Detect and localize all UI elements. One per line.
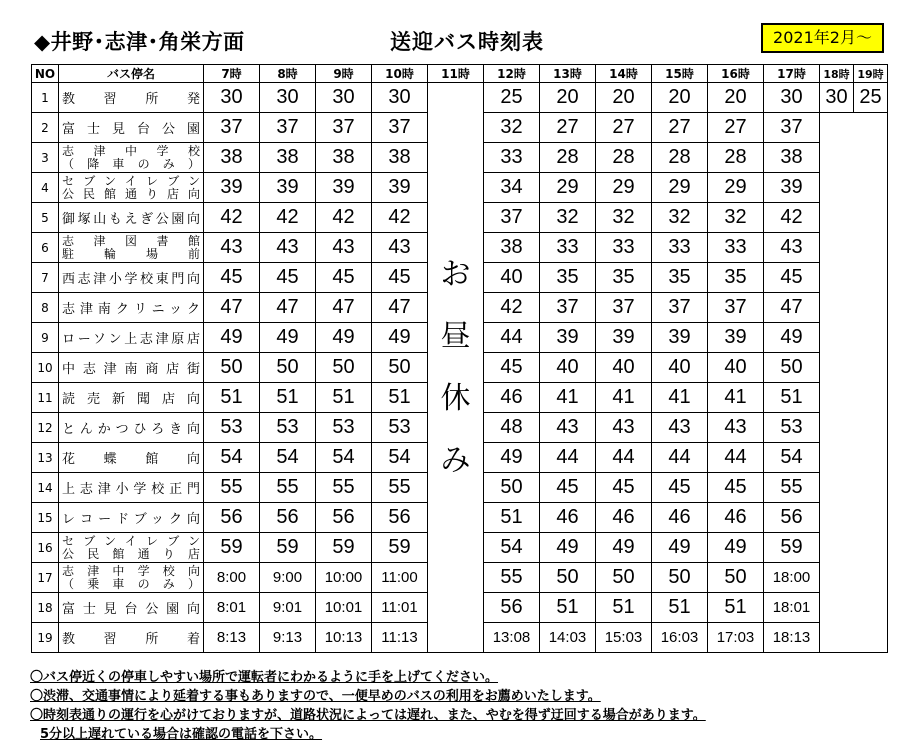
- stop-name: [59, 263, 204, 293]
- departure-time: 39: [540, 323, 596, 353]
- stop-name: [59, 323, 204, 353]
- departure-time: 27: [540, 113, 596, 143]
- departure-time: 39: [260, 173, 316, 203]
- departure-time: 50: [372, 353, 428, 383]
- table-row: [32, 83, 888, 113]
- stop-name: [59, 563, 204, 593]
- departure-time: 47: [316, 293, 372, 323]
- stop-name-line: とんかつひろき向: [62, 422, 200, 437]
- departure-time: 45: [652, 473, 708, 503]
- departure-time: 32: [596, 203, 652, 233]
- departure-time: 41: [596, 383, 652, 413]
- departure-time: 43: [540, 413, 596, 443]
- departure-time: 54: [204, 443, 260, 473]
- departure-time: 33: [708, 233, 764, 263]
- departure-time: 32: [708, 203, 764, 233]
- departure-time: 51: [484, 503, 540, 533]
- departure-time: 8:13: [204, 623, 260, 653]
- departure-time: 59: [372, 533, 428, 563]
- date-badge: 2021年2月～: [761, 23, 884, 53]
- departure-time: 33: [596, 233, 652, 263]
- stop-name: [59, 173, 204, 203]
- note-line: 〇渋滞、交通事情により延着する事もありますので、一便早めのバスの利用をお薦めいたします。: [30, 689, 601, 704]
- departure-time: 14:03: [540, 623, 596, 653]
- stop-name: [59, 533, 204, 563]
- departure-time: 46: [596, 503, 652, 533]
- departure-time: 39: [204, 173, 260, 203]
- departure-time: 41: [708, 383, 764, 413]
- departure-time: 44: [652, 443, 708, 473]
- departure-time: 46: [484, 383, 540, 413]
- departure-time: 38: [204, 143, 260, 173]
- departure-time: 44: [596, 443, 652, 473]
- header-hour: 11時: [428, 65, 484, 83]
- departure-time: 45: [484, 353, 540, 383]
- departure-time: 49: [540, 533, 596, 563]
- departure-time: 43: [260, 233, 316, 263]
- departure-time: 45: [708, 473, 764, 503]
- departure-time: 28: [652, 143, 708, 173]
- departure-time: 59: [204, 533, 260, 563]
- stop-name-line: 御塚山もえぎ公園向: [62, 212, 200, 227]
- departure-time: 41: [652, 383, 708, 413]
- departure-time: 40: [652, 353, 708, 383]
- stop-name-line: ローソン上志津原店: [62, 332, 200, 347]
- departure-time: 59: [316, 533, 372, 563]
- departure-time: 54: [764, 443, 820, 473]
- departure-time: 20: [540, 83, 596, 113]
- stop-name: [59, 413, 204, 443]
- stop-number: 18: [32, 593, 59, 623]
- stop-name-line: 駐輪場前: [62, 246, 200, 261]
- stop-number: 15: [32, 503, 59, 533]
- departure-time: 50: [204, 353, 260, 383]
- stop-number: 16: [32, 533, 59, 563]
- departure-time: 37: [484, 203, 540, 233]
- departure-time: 45: [204, 263, 260, 293]
- departure-time: 28: [708, 143, 764, 173]
- departure-time: 15:03: [596, 623, 652, 653]
- departure-time: 45: [596, 473, 652, 503]
- departure-time: 18:01: [764, 593, 820, 623]
- departure-time: 10:13: [316, 623, 372, 653]
- departure-time: 42: [260, 203, 316, 233]
- note-line: 5分以上遅れている場合は確認の電話を下さい。: [40, 727, 323, 742]
- departure-time: 29: [540, 173, 596, 203]
- stop-number: 3: [32, 143, 59, 173]
- departure-time: 32: [484, 113, 540, 143]
- departure-time: 37: [372, 113, 428, 143]
- departure-time: 44: [540, 443, 596, 473]
- departure-time: 54: [260, 443, 316, 473]
- departure-time: 46: [708, 503, 764, 533]
- departure-time: 37: [652, 293, 708, 323]
- departure-time: 45: [540, 473, 596, 503]
- departure-time: 59: [260, 533, 316, 563]
- departure-time: 41: [540, 383, 596, 413]
- departure-time: 35: [708, 263, 764, 293]
- departure-time: 28: [540, 143, 596, 173]
- departure-time: 49: [204, 323, 260, 353]
- departure-time: 11:01: [372, 593, 428, 623]
- stop-name-line: 上志津小学校正門: [62, 482, 200, 497]
- departure-time: 9:13: [260, 623, 316, 653]
- departure-time: 45: [372, 263, 428, 293]
- departure-time: 11:00: [372, 563, 428, 593]
- departure-time: 51: [540, 593, 596, 623]
- departure-time: 42: [484, 293, 540, 323]
- departure-time: 42: [316, 203, 372, 233]
- header-hour: 16時: [708, 65, 764, 83]
- stop-name-line: 志津図書館: [62, 233, 200, 248]
- departure-time: 13:08: [484, 623, 540, 653]
- header-no: NO: [32, 65, 59, 83]
- departure-time: 40: [596, 353, 652, 383]
- departure-time: 16:03: [652, 623, 708, 653]
- departure-time: 30: [820, 83, 854, 113]
- header-hour: 8時: [260, 65, 316, 83]
- departure-time: 45: [764, 263, 820, 293]
- departure-time: 35: [652, 263, 708, 293]
- departure-time: 51: [316, 383, 372, 413]
- departure-time: 54: [484, 533, 540, 563]
- departure-time: 8:01: [204, 593, 260, 623]
- stop-name-line: （乗車のみ）: [62, 576, 200, 591]
- stop-name: [59, 473, 204, 503]
- departure-time: 47: [764, 293, 820, 323]
- lunch-char: み: [440, 442, 471, 478]
- departure-time: 40: [708, 353, 764, 383]
- departure-time: 30: [204, 83, 260, 113]
- departure-time: 50: [316, 353, 372, 383]
- stop-number: 7: [32, 263, 59, 293]
- departure-time: 55: [764, 473, 820, 503]
- departure-time: 53: [372, 413, 428, 443]
- stop-name-line: 志津中学校: [62, 143, 200, 158]
- departure-time: 33: [484, 143, 540, 173]
- stop-number: 2: [32, 113, 59, 143]
- departure-time: 55: [316, 473, 372, 503]
- departure-time: 55: [484, 563, 540, 593]
- departure-time: 49: [372, 323, 428, 353]
- departure-time: 20: [596, 83, 652, 113]
- departure-time: 37: [316, 113, 372, 143]
- stop-number: 4: [32, 173, 59, 203]
- departure-time: 11:13: [372, 623, 428, 653]
- departure-time: 43: [708, 413, 764, 443]
- departure-time: 30: [260, 83, 316, 113]
- stop-number: 11: [32, 383, 59, 413]
- stop-name: [59, 353, 204, 383]
- departure-time: 49: [708, 533, 764, 563]
- departure-time: 39: [372, 173, 428, 203]
- stop-number: 14: [32, 473, 59, 503]
- departure-time: 38: [764, 143, 820, 173]
- departure-time: 39: [764, 173, 820, 203]
- departure-time: 56: [484, 593, 540, 623]
- departure-time: 43: [764, 233, 820, 263]
- departure-time: 51: [596, 593, 652, 623]
- header-row: [32, 65, 888, 83]
- departure-time: 56: [764, 503, 820, 533]
- note-line: 〇時刻表通りの運行を心がけておりますが、道路状況によっては遅れ、また、やむを得ず迂回する場合があります。: [30, 708, 706, 723]
- departure-time: 8:00: [204, 563, 260, 593]
- departure-time: 17:03: [708, 623, 764, 653]
- departure-time: 49: [316, 323, 372, 353]
- header-hour: 7時: [204, 65, 260, 83]
- departure-time: 51: [204, 383, 260, 413]
- departure-time: 35: [596, 263, 652, 293]
- departure-time: 48: [484, 413, 540, 443]
- header-hour: 13時: [540, 65, 596, 83]
- departure-time: 27: [652, 113, 708, 143]
- departure-time: 44: [484, 323, 540, 353]
- departure-time: 20: [708, 83, 764, 113]
- departure-time: 43: [652, 413, 708, 443]
- departure-time: 25: [484, 83, 540, 113]
- departure-time: 37: [708, 293, 764, 323]
- stop-name-line: 読売新聞店向: [62, 392, 200, 407]
- departure-time: 55: [372, 473, 428, 503]
- stop-name-line: 教習所着: [62, 632, 200, 647]
- lunch-break: [428, 83, 484, 653]
- departure-time: 37: [260, 113, 316, 143]
- departure-time: 53: [260, 413, 316, 443]
- departure-time: 53: [316, 413, 372, 443]
- notes: [30, 668, 706, 744]
- departure-time: 27: [596, 113, 652, 143]
- stop-number: 17: [32, 563, 59, 593]
- header-hour: 17時: [764, 65, 820, 83]
- departure-time: 32: [652, 203, 708, 233]
- header-hour: 10時: [372, 65, 428, 83]
- departure-time: 9:01: [260, 593, 316, 623]
- departure-time: 56: [316, 503, 372, 533]
- departure-time: 51: [260, 383, 316, 413]
- departure-time: 39: [708, 323, 764, 353]
- departure-time: 10:00: [316, 563, 372, 593]
- stop-name-line: 公民館通り店向: [62, 186, 200, 201]
- timetable: [31, 64, 888, 653]
- departure-time: 35: [540, 263, 596, 293]
- departure-time: 45: [316, 263, 372, 293]
- departure-time: 43: [596, 413, 652, 443]
- departure-time: 53: [764, 413, 820, 443]
- departure-time: 51: [652, 593, 708, 623]
- stop-name-line: 志津中学校向: [62, 563, 200, 578]
- stop-number: 13: [32, 443, 59, 473]
- departure-time: 49: [652, 533, 708, 563]
- departure-time: 30: [372, 83, 428, 113]
- departure-time: 50: [764, 353, 820, 383]
- stop-name-line: 教習所発: [62, 92, 200, 107]
- stop-number: 19: [32, 623, 59, 653]
- departure-time: 50: [484, 473, 540, 503]
- header-hour: 15時: [652, 65, 708, 83]
- departure-time: 46: [540, 503, 596, 533]
- departure-time: 49: [484, 443, 540, 473]
- departure-time: 49: [596, 533, 652, 563]
- departure-time: 53: [204, 413, 260, 443]
- departure-time: 47: [372, 293, 428, 323]
- lunch-char: 休: [440, 380, 471, 416]
- departure-time: 50: [596, 563, 652, 593]
- page-title: 送迎バス時刻表: [390, 30, 544, 54]
- departure-time: 34: [484, 173, 540, 203]
- departure-time: 50: [260, 353, 316, 383]
- departure-time: 50: [540, 563, 596, 593]
- departure-time: 10:01: [316, 593, 372, 623]
- stop-name: [59, 383, 204, 413]
- departure-time: 56: [204, 503, 260, 533]
- departure-time: 37: [764, 113, 820, 143]
- stop-number: 1: [32, 83, 59, 113]
- lunch-char: お: [440, 256, 471, 292]
- stop-name: [59, 143, 204, 173]
- header-hour: 19時: [854, 65, 888, 83]
- departure-time: 37: [596, 293, 652, 323]
- stop-name-line: レコードブック向: [62, 512, 200, 527]
- lunch-char: 昼: [440, 318, 471, 354]
- departure-time: 9:00: [260, 563, 316, 593]
- departure-time: 40: [484, 263, 540, 293]
- stop-name-line: 西志津小学校東門向: [62, 272, 200, 287]
- departure-time: 18:13: [764, 623, 820, 653]
- departure-time: 43: [316, 233, 372, 263]
- stop-name: [59, 203, 204, 233]
- header-hour: 14時: [596, 65, 652, 83]
- header-stop: バス停名: [59, 65, 204, 83]
- departure-time: 38: [260, 143, 316, 173]
- departure-time: 50: [708, 563, 764, 593]
- header-hour: 18時: [820, 65, 854, 83]
- departure-time: 47: [260, 293, 316, 323]
- departure-time: 28: [596, 143, 652, 173]
- departure-time: 54: [372, 443, 428, 473]
- stop-name-line: セブンイレブン: [62, 533, 200, 548]
- departure-time: 44: [708, 443, 764, 473]
- stop-name: [59, 443, 204, 473]
- stop-name-line: （降車のみ）: [62, 156, 200, 171]
- departure-time: 39: [316, 173, 372, 203]
- departure-time: 45: [260, 263, 316, 293]
- departure-time: 33: [652, 233, 708, 263]
- route-heading: ◆井野･志津･角栄方面: [34, 30, 245, 54]
- header-hour: 9時: [316, 65, 372, 83]
- departure-time: 32: [540, 203, 596, 233]
- departure-time: 51: [708, 593, 764, 623]
- stop-name: [59, 503, 204, 533]
- stop-name-line: 志津南クリニック: [62, 302, 200, 317]
- departure-time: 30: [764, 83, 820, 113]
- departure-time: 33: [540, 233, 596, 263]
- departure-time: 29: [708, 173, 764, 203]
- stop-name: [59, 233, 204, 263]
- departure-time: 50: [652, 563, 708, 593]
- departure-time: 56: [372, 503, 428, 533]
- stop-name-line: 富士見台公園: [62, 122, 200, 137]
- departure-time: 37: [204, 113, 260, 143]
- departure-time: 43: [372, 233, 428, 263]
- departure-time: 49: [260, 323, 316, 353]
- departure-time: 39: [652, 323, 708, 353]
- departure-time: 39: [596, 323, 652, 353]
- stop-name-line: 公民館通り店: [62, 546, 200, 561]
- stop-name: [59, 623, 204, 653]
- departure-time: 56: [260, 503, 316, 533]
- stop-name: [59, 293, 204, 323]
- departure-time: 59: [764, 533, 820, 563]
- stop-number: 10: [32, 353, 59, 383]
- departure-time: 27: [708, 113, 764, 143]
- stop-name: [59, 593, 204, 623]
- departure-time: 37: [540, 293, 596, 323]
- departure-time: 25: [854, 83, 888, 113]
- departure-time: 49: [764, 323, 820, 353]
- departure-time: 42: [764, 203, 820, 233]
- departure-time: 38: [316, 143, 372, 173]
- stop-number: 5: [32, 203, 59, 233]
- departure-time: 54: [316, 443, 372, 473]
- stop-number: 6: [32, 233, 59, 263]
- departure-time: 18:00: [764, 563, 820, 593]
- stop-name: [59, 113, 204, 143]
- departure-time: 29: [596, 173, 652, 203]
- note-line: 〇バス停近くの停車しやすい場所で運転者にわかるように手を上げてください。: [30, 670, 499, 685]
- stop-name-line: セブンイレブン: [62, 173, 200, 188]
- blank-area: [820, 113, 888, 653]
- departure-time: 29: [652, 173, 708, 203]
- departure-time: 38: [484, 233, 540, 263]
- stop-name-line: 花蝶館向: [62, 452, 200, 467]
- stop-name: [59, 83, 204, 113]
- departure-time: 51: [764, 383, 820, 413]
- departure-time: 42: [204, 203, 260, 233]
- stop-name-line: 中志津南商店街: [62, 362, 200, 377]
- departure-time: 47: [204, 293, 260, 323]
- departure-time: 43: [204, 233, 260, 263]
- header-hour: 12時: [484, 65, 540, 83]
- stop-number: 12: [32, 413, 59, 443]
- stop-name-line: 富士見台公園向: [62, 602, 200, 617]
- departure-time: 40: [540, 353, 596, 383]
- departure-time: 38: [372, 143, 428, 173]
- departure-time: 42: [372, 203, 428, 233]
- stop-number: 9: [32, 323, 59, 353]
- departure-time: 55: [260, 473, 316, 503]
- departure-time: 30: [316, 83, 372, 113]
- departure-time: 20: [652, 83, 708, 113]
- departure-time: 46: [652, 503, 708, 533]
- departure-time: 51: [372, 383, 428, 413]
- departure-time: 55: [204, 473, 260, 503]
- stop-number: 8: [32, 293, 59, 323]
